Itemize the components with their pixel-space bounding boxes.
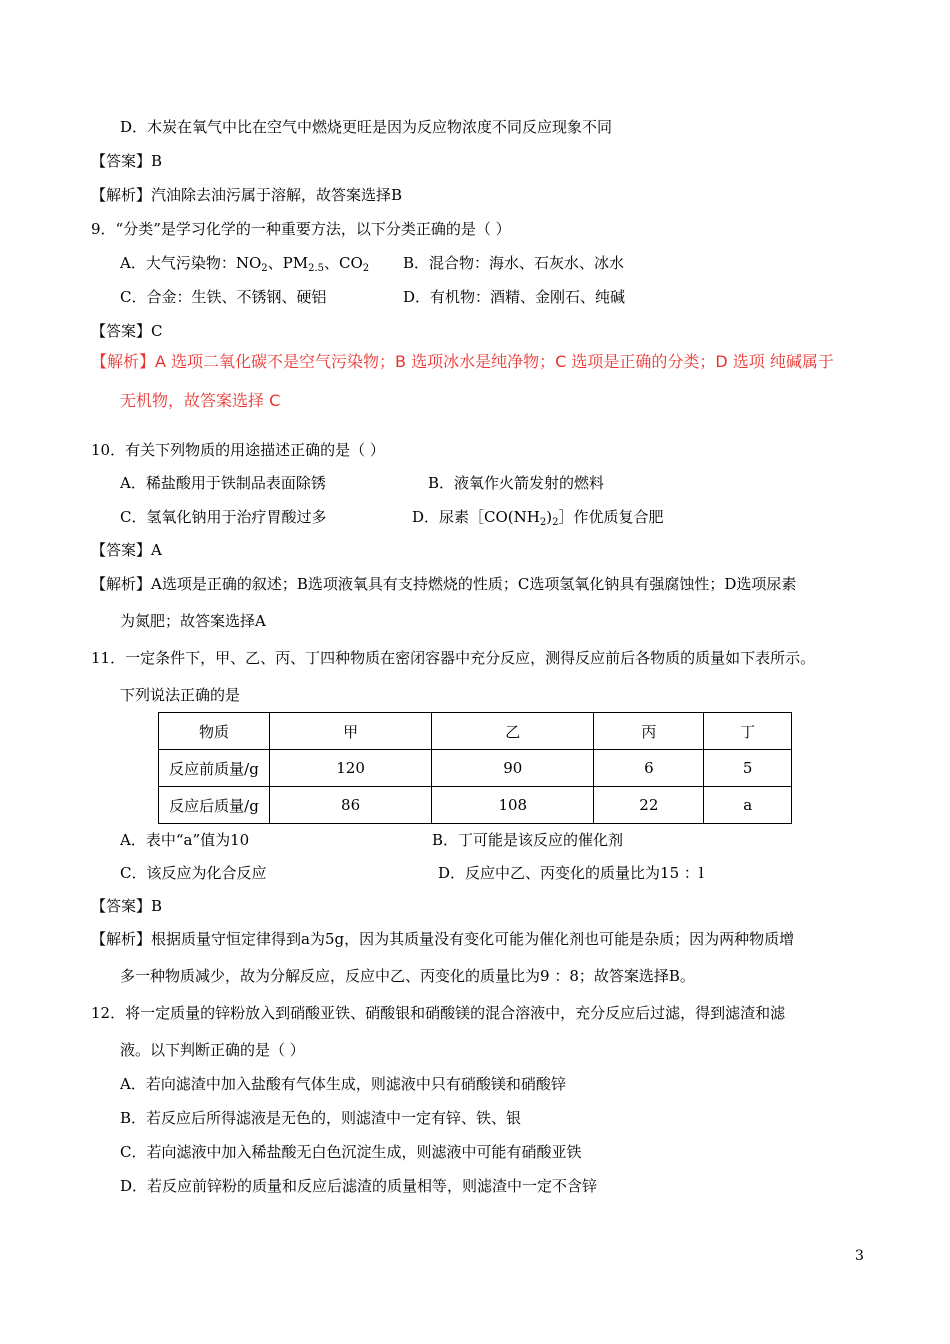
q11-stem-line2: 下列说法正确的是	[120, 686, 241, 704]
q8-analysis: 【解析】汽油除去油污属于溶解，故答案选择B	[91, 186, 403, 204]
q12-option-d: D．若反应前锌粉的质量和反应后滤渣的质量相等，则滤渣中一定不含锌	[120, 1177, 598, 1195]
table-cell: 5	[704, 750, 792, 787]
table-header-row	[159, 713, 792, 750]
q11-option-c: C．该反应为化合反应	[120, 864, 267, 882]
q10-option-a: A．稀盐酸用于铁制品表面除锈	[120, 474, 326, 492]
q12-option-c: C．若向滤液中加入稀盐酸无白色沉淀生成，则滤液中可能有硝酸亚铁	[120, 1143, 582, 1161]
table-cell: 22	[594, 787, 704, 824]
table-cell: 反应前质量/g	[159, 750, 270, 787]
q12-stem-line2: 液。以下判断正确的是（ ）	[120, 1041, 305, 1059]
q12-option-a: A．若向滤渣中加入盐酸有气体生成，则滤液中只有硝酸镁和硝酸锌	[120, 1075, 566, 1093]
page-number: 3	[855, 1248, 864, 1264]
table-cell: 108	[432, 787, 594, 824]
q10-stem: 10．有关下列物质的用途描述正确的是（ ）	[91, 441, 385, 459]
q9-option-a: A．大气污染物：$NO_2$、$PM_{2.5}$、$CO_2$	[120, 254, 370, 274]
table-header-cell: 甲	[270, 713, 432, 750]
table-header-cell: 物质	[159, 713, 270, 750]
q9-analysis-line1: 【解析】A 选项二氧化碳不是空气污染物；B 选项冰水是纯净物；C 选项是正确的分类；D 选项 纯碱属于	[91, 352, 834, 371]
q10-answer: 【答案】A	[91, 541, 162, 559]
table-cell: 6	[594, 750, 704, 787]
q8-option-d: D．木炭在氧气中比在空气中燃烧更旺是因为反应物浓度不同反应现象不同	[120, 118, 613, 136]
q12-option-b: B．若反应后所得滤液是无色的，则滤渣中一定有锌、铁、银	[120, 1109, 522, 1127]
table-cell: a	[704, 787, 792, 824]
q11-analysis-line1: 【解析】根据质量守恒定律得到a为5g，因为其质量没有变化可能为催化剂也可能是杂质；因为两种物质增	[91, 930, 795, 948]
table-cell: 86	[270, 787, 432, 824]
q11-option-d: D．反应中乙、丙变化的质量比为15 ：l	[438, 864, 704, 882]
q9-option-d: D．有机物：酒精、金刚石、纯碱	[403, 288, 626, 306]
q9-analysis-line2: 无机物，故答案选择 C	[120, 391, 281, 410]
q9-option-b: B．混合物：海水、石灰水、冰水	[403, 254, 625, 272]
table-row	[159, 787, 792, 824]
q10-analysis-line1: 【解析】A选项是正确的叙述；B选项液氧具有支持燃烧的性质；C选项氢氧化钠具有强腐蚀性；D选项尿素	[91, 575, 797, 593]
table-cell: 90	[432, 750, 594, 787]
q11-analysis-line2: 多一种物质减少，故为分解反应，反应中乙、丙变化的质量比为9 ：8；故答案选择B。	[120, 967, 695, 985]
q10-analysis-line2: 为氮肥；故答案选择A	[120, 612, 266, 630]
q8-answer: 【答案】B	[91, 152, 163, 170]
q11-stem-line1: 11．一定条件下，甲、乙、丙、丁四种物质在密闭容器中充分反应，测得反应前后各物质的质量如下表所示。	[91, 649, 816, 667]
q11-option-b: B．丁可能是该反应的催化剂	[432, 831, 624, 849]
mass-table	[158, 712, 792, 824]
q10-option-b: B．液氧作火箭发射的燃料	[428, 474, 605, 492]
table-header-cell: 丙	[594, 713, 704, 750]
q11-answer: 【答案】B	[91, 897, 163, 915]
table-cell: 120	[270, 750, 432, 787]
q10-option-d: D．尿素$[CO(NH_2)_2]$作优质复合肥	[412, 508, 664, 528]
table-row	[159, 750, 792, 787]
q11-option-a: A．表中“a”值为10	[120, 831, 250, 849]
q9-option-c: C．合金：生铁、不锈钢、硬铝	[120, 288, 327, 306]
q10-option-c: C．氢氧化钠用于治疗胃酸过多	[120, 508, 327, 526]
table-header-cell: 丁	[704, 713, 792, 750]
table-header-cell: 乙	[432, 713, 594, 750]
q12-stem-line1: 12．将一定质量的锌粉放入到硝酸亚铁、硝酸银和硝酸镁的混合溶液中，充分反应后过滤，得到滤渣和滤	[91, 1004, 786, 1022]
q9-answer: 【答案】C	[91, 322, 163, 340]
q9-stem: 9．“分类”是学习化学的一种重要方法，以下分类正确的是（ ）	[91, 220, 511, 238]
table-cell: 反应后质量/g	[159, 787, 270, 824]
